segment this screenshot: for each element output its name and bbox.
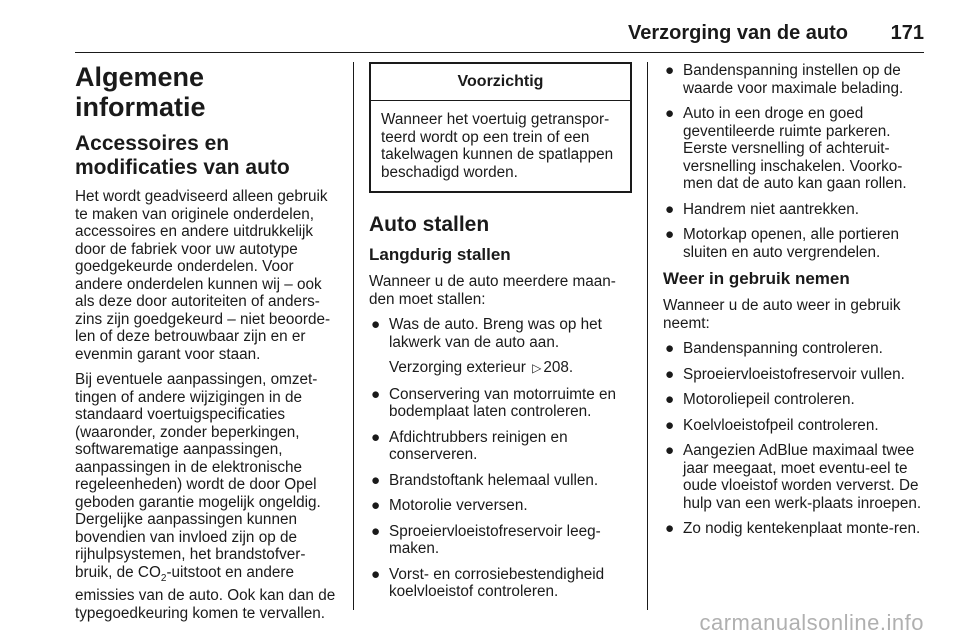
list-item: ● Aangezien AdBlue maximaal twee jaar meegaat, moet eventu-eel te oude vloeistof worden ververst. De hulp van een werk-plaats inroepen. <box>665 442 922 512</box>
column-2 <box>369 62 632 609</box>
list-item: ● Brandstoftank helemaal vullen. <box>371 471 599 489</box>
list-item: ● Bandenspanning controleren. <box>665 340 883 357</box>
caution-box <box>369 62 632 193</box>
bullet-list <box>663 62 925 261</box>
column-divider <box>353 62 354 610</box>
list-item: ● Vorst- en corrosiebestendigheid koelvloeistof controleren. <box>371 565 605 600</box>
subsection-heading: Weer in gebruik nemen <box>663 269 850 288</box>
column-1 <box>75 62 341 630</box>
bullet-icon: ● <box>371 565 381 583</box>
list-item: ● Motoroliepeil controleren. <box>665 391 855 408</box>
subsection-heading: Accessoires en modificaties van auto <box>75 132 290 179</box>
caution-text: Wanneer het voertuig getranspor-teerd wordt op een trein of een takelwagen kunnen de spatlappen beschadigd worden. <box>381 111 614 181</box>
bullet-icon: ● <box>371 471 381 489</box>
page-header <box>0 0 960 52</box>
paragraph: Bij eventuele aanpassingen, omzet-tingen of andere wijzigingen in de standaard voertuigspecificaties (waaronder, zonder beperkingen, softwarematige aanpassingen, aanpassingen in de elektronische regeleenheden) wordt de door Opel geboden garantie mogelijk ongeldig. Dergelijke aanpassingen kunnen bovendien van invloed zijn op de rijhulpsystemen, het brandstofver-bruik, de $CO_2$-uitstoot en andere emissies van de auto. Ook kan dan de typegoedkeuring komen te vervallen. <box>75 371 336 622</box>
bullet-icon: ● <box>665 365 675 383</box>
section-heading: Algemene informatie <box>75 62 206 122</box>
bullet-icon: ● <box>665 391 675 408</box>
bullet-icon: ● <box>371 428 381 446</box>
list-item: ● Bandenspanning instellen op de waarde voor maximale belading. <box>665 62 904 97</box>
cross-reference[interactable]: Verzorging exterieur ▷ 208. <box>389 359 574 376</box>
paragraph: Wanneer u de auto meerdere maan-den moet stallen: <box>369 273 616 308</box>
page-number: 171 <box>890 22 924 44</box>
list-item: ● Zo nodig kentekenplaat monte-ren. <box>665 520 921 537</box>
list-item: ● Conservering van motorruimte en bodemplaat laten controleren. <box>371 385 617 420</box>
bullet-icon: ● <box>371 316 381 333</box>
list-item: ● Sproeiervloeistofreservoir leeg-maken. <box>371 522 601 557</box>
caution-title: Voorzichtig <box>371 64 630 101</box>
bullet-icon: ● <box>665 105 675 122</box>
bullet-list <box>663 340 925 538</box>
column-divider <box>647 62 648 610</box>
list-item: ● Sproeiervloeistofreservoir vullen. <box>665 365 905 383</box>
header-rule <box>75 52 924 53</box>
bullet-list <box>369 316 632 601</box>
bullet-icon: ● <box>665 226 675 243</box>
list-item: ● Motorolie verversen. <box>371 497 528 514</box>
list-item: ● Koelvloeistofpeil controleren. <box>665 416 879 434</box>
section-heading: Auto stallen <box>369 213 490 236</box>
bullet-icon: ● <box>665 416 675 434</box>
subsection-heading: Langdurig stallen <box>369 245 511 264</box>
section-title: Verzorging van de auto <box>627 22 848 44</box>
list-item: ● Handrem niet aantrekken. <box>665 200 860 218</box>
bullet-icon: ● <box>665 520 675 537</box>
bullet-icon: ● <box>665 200 675 218</box>
list-item: ● Motorkap openen, alle portieren sluiten en auto vergrendelen. <box>665 226 899 261</box>
bullet-icon: ● <box>371 497 381 514</box>
bullet-icon: ● <box>665 340 675 357</box>
paragraph: Het wordt geadviseerd alleen gebruik te maken van originele onderdelen, accessoires en andere uitdrukkelijk door de fabriek voor uw autotype goedgekeurde onderdelen. Voor andere onderdelen kunnen wij – ook als deze door autoriteiten of anders-zins zijn goedgekeurd – niet beoorde-len of deze betrouwbaar zijn en er evenmin garant voor staan. <box>75 188 331 363</box>
bullet-icon: ● <box>665 442 675 459</box>
xref-arrow-icon: ▷ <box>532 361 542 375</box>
paragraph: Wanneer u de auto weer in gebruik neemt: <box>663 297 901 332</box>
column-3 <box>663 62 925 546</box>
watermark: carmanualsonline.info <box>699 610 924 635</box>
list-item: ● Was de auto. Breng was op het lakwerk van de auto aan. <box>371 316 602 351</box>
list-item: ● Afdichtrubbers reinigen en conserveren. <box>371 428 568 463</box>
bullet-icon: ● <box>371 522 381 540</box>
bullet-icon: ● <box>665 62 675 79</box>
list-item: ● Auto in een droge en goed geventileerde ruimte parkeren. Eerste versnelling of achteruit-versnelling inschakelen. Voorko-men dat de auto kan gaan rollen. <box>665 105 907 192</box>
bullet-icon: ● <box>371 385 381 403</box>
